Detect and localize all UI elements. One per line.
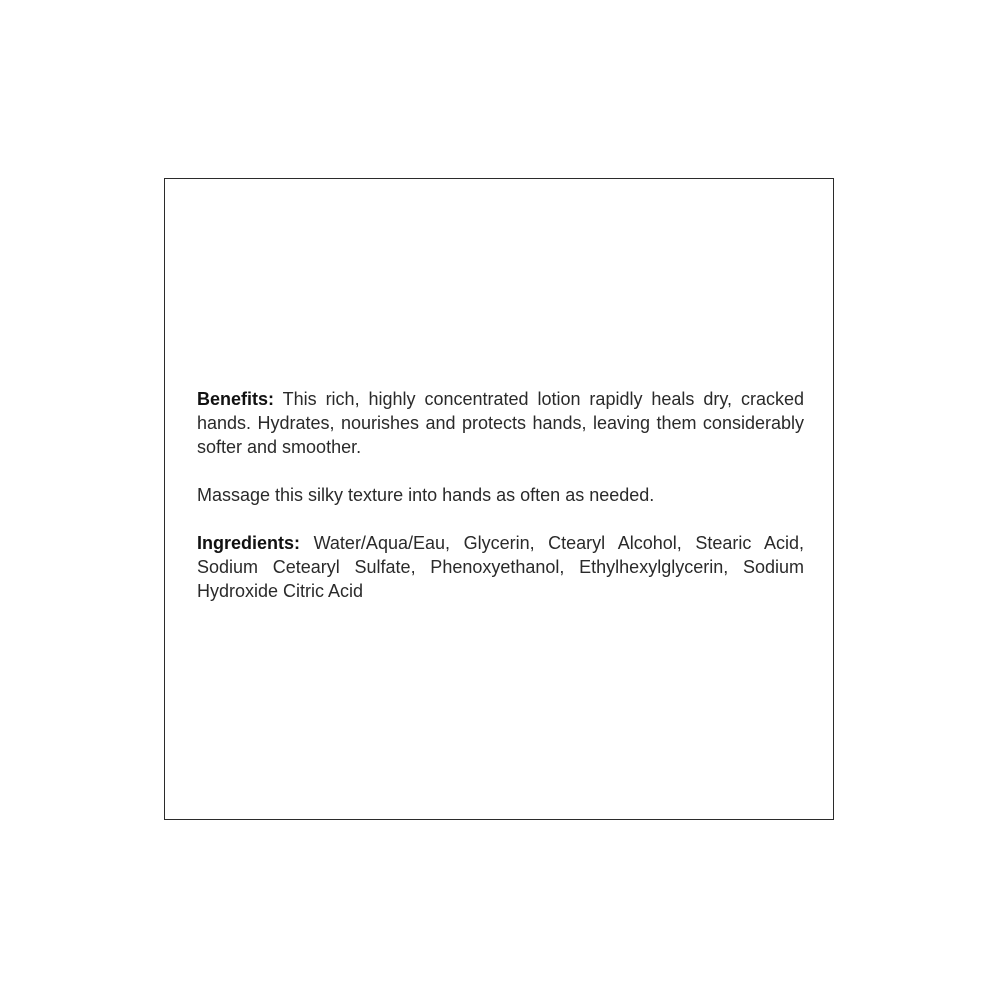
label-frame bbox=[164, 178, 834, 820]
ingredients-label: Ingredients: bbox=[197, 533, 301, 553]
label-content bbox=[197, 387, 804, 603]
usage-paragraph bbox=[197, 483, 804, 507]
usage-text: Massage this silky texture into hands as often as needed. bbox=[197, 485, 655, 505]
benefits-text: This rich, highly concentrated lotion rapidly heals dry, cracked hands. Hydrates, nourishes and protects hands, leaving them considerably softer and smoother. bbox=[197, 389, 804, 457]
benefits-label: Benefits: bbox=[197, 389, 275, 409]
ingredients-text: Water/Aqua/Eau, Glycerin, Ctearyl Alcohol, Stearic Acid, Sodium Cetearyl Sulfate, Phenoxyethanol, Ethylhexylglycerin, Sodium Hydroxide Citric Acid bbox=[197, 533, 804, 601]
benefits-paragraph bbox=[197, 387, 804, 459]
ingredients-paragraph bbox=[197, 531, 804, 603]
